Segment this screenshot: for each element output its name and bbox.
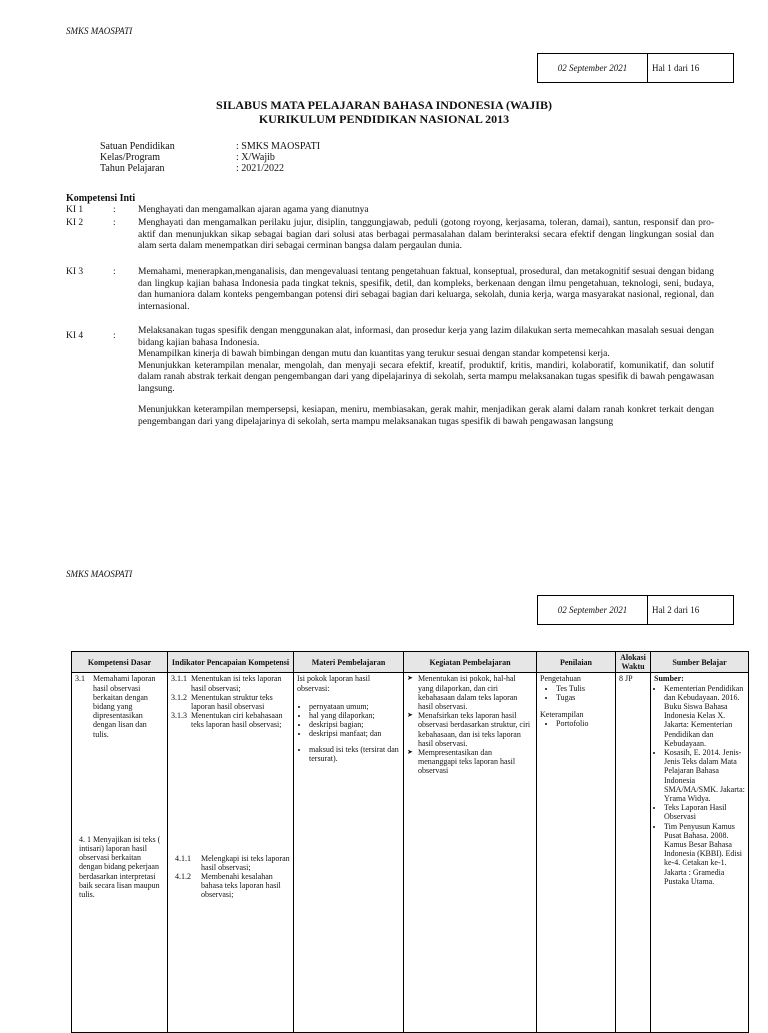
column-header: Penilaian <box>537 652 616 673</box>
list-item: • deskripsi manfaat; dan <box>309 729 400 738</box>
date-page-box-page2 <box>537 595 734 625</box>
ki-text: Memahami, menerapkan,menganalisis, dan mengevaluasi tentang pengetahuan faktual, konseptual, prosedural, dan metakognitif sesuai dengan bidang dan lingkup kajian bahasa Indonesia pada tingkat teknis, spesifik, detil, dan kompleks, berkenaan dengan ilmu pengetahuan, teknologi, seni, budaya, dan humaniora dalam konteks pengembangan potensi diri sebagai bagian dari keluarga, sekolah, dunia kerja, warga masyarakat nasional, regional, dan internasional. <box>138 267 714 312</box>
cell-indikator <box>168 673 294 1033</box>
info-label: Tahun Pelajaran <box>100 163 165 174</box>
table-row <box>72 673 749 1033</box>
cell-penilaian <box>537 673 616 1033</box>
info-value: : X/Wajib <box>236 152 275 163</box>
list-item: • Tes Tulis <box>556 684 612 693</box>
indicator-text: Melengkapi isi teks laporan hasil observasi; <box>201 853 290 872</box>
list-item: • hal yang dilaporkan; <box>309 711 400 720</box>
list-item: • Kementerian Pendidikan dan Kebudayaan. 2016. Buku Siswa Bahasa Indonesia Kelas X. Jakarta: Kementerian Pendidikan dan Kebudayaan. <box>664 684 745 748</box>
list-item: • Kosasih, E. 2014. Jenis-Jenis Teks dalam Mata Pelajaran Bahasa Indonesia SMA/MA/SMK. Jakarta: Yrama Widya. <box>664 748 745 803</box>
indicator-text: Menentukan ciri kebahasaan teks laporan hasil observasi; <box>191 711 283 730</box>
indicator-number: 3.1.2 <box>171 692 187 702</box>
title-line-1: SILABUS MATA PELAJARAN BAHASA INDONESIA (WAJIB) <box>216 98 552 112</box>
page-number: Hal 2 dari 16 <box>652 605 700 615</box>
date-page-box <box>537 53 734 83</box>
ki4-paragraph: Menunjukkan keterampilan menalar, mengolah, dan menyaji secara efektif, kreatif, produktif, kritis, mandiri, kolaboratif, komunikatif, dan solutif dalam ranah abstrak terkait dengan pengembangan dari yang dipelajarinya di sekolah, serta mampu melaksanakan tugas spesifik di bawah pengawasan langsung. <box>138 360 714 394</box>
list-item: • pernyataan umum; <box>309 702 400 711</box>
indicator-text: Menentukan struktur teks laporan hasil observasi <box>191 692 273 712</box>
document-title <box>0 98 768 126</box>
indicator-number: 4.1.2 <box>175 872 191 882</box>
ki4-paragraph: Menunjukkan keterampilan mempersepsi, kesiapan, meniru, membiasakan, gerak mahir, menjadikan gerak alami dalam ranah konkret terkait dengan pengembangan dari yang dipelajarinya di sekolah, serta mampu melaksanakan tugas spesifik di bawah pengawasan langsung <box>138 405 714 427</box>
cell-materi <box>294 673 404 1033</box>
page-number: Hal 1 dari 16 <box>652 63 700 73</box>
list-item: • Tugas <box>556 693 612 702</box>
school-header: SMKS MAOSPATI <box>66 26 133 36</box>
table-header-row <box>72 652 749 673</box>
info-value: : 2021/2022 <box>236 163 285 174</box>
list-item: • maksud isi teks (tersirat dan tersurat). <box>309 745 400 763</box>
indicator-text: Membenahi kesalahan bahasa teks laporan hasil observasi; <box>201 872 281 900</box>
indicator-text: Menentukan isi teks laporan hasil observasi; <box>191 674 282 693</box>
penilaian-title: Keterampilan <box>540 710 584 720</box>
indicator-number: 4.1.1 <box>175 853 191 863</box>
list-item: • Portofolio <box>556 719 612 728</box>
kegiatan-list <box>407 674 533 775</box>
cell-sumber <box>651 673 749 1033</box>
sumber-title: Sumber: <box>654 674 684 684</box>
title-line-2: KURIKULUM PENDIDIKAN NASIONAL 2013 <box>258 112 510 126</box>
cell-alokasi: 8 JP <box>616 673 651 1033</box>
ki-code: KI 3 <box>66 267 84 277</box>
sumber-list <box>654 684 745 886</box>
kd-text: 4. 1 Menyajikan isi teks ( intisari) laporan hasil observasi berkaitan dengan bidang pekerjaan berdasarkan interpretasi baik secara lisan maupun tulis. <box>79 834 161 900</box>
column-header: Alokasi Waktu <box>616 652 651 673</box>
kd-number: 3.1 <box>75 674 85 684</box>
column-header: Sumber Belajar <box>651 652 749 673</box>
ki-text: Menghayati dan mengamalkan ajaran agama yang dianutnya <box>138 205 369 215</box>
ki-text: Menghayati dan mengamalkan perilaku jujur, disiplin, tanggungjawab, peduli (gotong royong, kerjasama, toleran, damai), santun, responsif dan pro-aktif dan menunjukkan sikap sebagai bagian dari solusi atas berbagai permasalahan dalam berinteraksi secara efektif dengan lingkungan sosial dan alam serta dalam menempatkan diri sebagai cerminan bangsa dalam pergaulan dunia. <box>138 218 714 251</box>
column-header: Kompetensi Dasar <box>72 652 168 673</box>
ki-text: Melaksanakan tugas spesifik dengan menggunakan alat, informasi, dan prosedur kerja yang lazim dilakukan serta memecahkan masalah sesuai dengan bidang kajian bahasa Indonesia. <box>138 326 714 348</box>
ki-sep: : <box>113 267 116 277</box>
info-value: : SMKS MAOSPATI <box>236 141 321 152</box>
column-header: Kegiatan Pembelajaran <box>404 652 537 673</box>
document-date: 02 September 2021 <box>538 54 648 82</box>
ki-code: KI 4 <box>66 331 84 341</box>
ki4-block <box>138 326 714 428</box>
indicator-number: 3.1.1 <box>171 674 187 684</box>
list-item: ➤ Menentukan isi pokok, hal-hal yang dilaporkan, dan ciri kebahasaan dalam teks laporan hasil observasi. <box>407 674 533 711</box>
ki-sep: : <box>113 218 116 228</box>
cell-kegiatan <box>404 673 537 1033</box>
penilaian-list <box>540 684 612 702</box>
column-header: Materi Pembelajaran <box>294 652 404 673</box>
info-block <box>100 141 320 174</box>
list-item: ➤ Mempresentasikan dan menanggapi teks laporan hasil observasi <box>407 748 533 776</box>
ki-sep: : <box>113 331 116 341</box>
kd-text: Memahami laporan hasil observasi berkaitan dengan bidang yang dipresentasikan dengan lisan dan tulis. <box>93 674 156 739</box>
info-label: Satuan Pendidikan <box>100 141 175 152</box>
cell-kompetensi-dasar <box>72 673 168 1033</box>
list-item: • Teks Laporan Hasil Observasi <box>664 803 745 821</box>
indicator-number: 3.1.3 <box>171 711 187 721</box>
ki4-paragraph: Menampilkan kinerja di bawah bimbingan dengan mutu dan kuantitas yang terukur sesuai dengan standar kompetensi kerja. <box>138 349 610 359</box>
info-label: Kelas/Program <box>100 152 160 163</box>
list-item: ➤ Menafsirkan teks laporan hasil observasi berdasarkan struktur, ciri kebahasaan, dan isi teks laporan hasil observasi. <box>407 711 533 748</box>
materi-list <box>297 702 400 763</box>
school-header-page2: SMKS MAOSPATI <box>66 569 133 579</box>
ki-sep: : <box>113 205 116 215</box>
list-item: • Tim Penyusun Kamus Pusat Bahasa. 2008. Kamus Besar Bahasa Indonesia (KBBI). Edisi ke-4. Cetakan ke-1. Jakarta : Gramedia Pustaka Utama. <box>664 822 745 886</box>
penilaian-list <box>540 719 612 728</box>
document-date: 02 September 2021 <box>538 596 648 624</box>
ki-code: KI 1 <box>66 205 84 215</box>
list-item: • deskripsi bagian; <box>309 720 400 729</box>
penilaian-title: Pengetahuan <box>540 674 581 684</box>
syllabus-table <box>71 651 749 1033</box>
column-header: Indikator Pencapaian Kompetensi <box>168 652 294 673</box>
ki-code: KI 2 <box>66 218 84 228</box>
materi-intro: Isi pokok laporan hasil observasi: <box>297 674 371 693</box>
ki-heading: Kompetensi Inti <box>66 193 136 204</box>
